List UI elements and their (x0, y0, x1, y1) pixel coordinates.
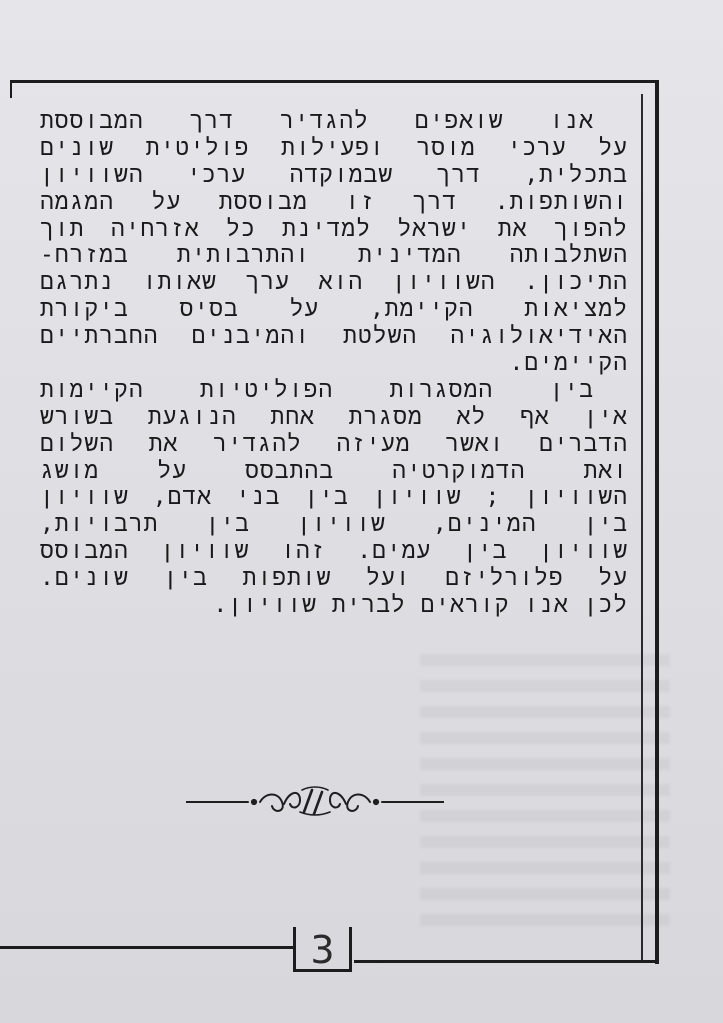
text-line: להפוך את ישראל למדינת כל אזרחיה תוך (40, 215, 628, 242)
frame-bottom-left-rule (0, 946, 293, 949)
text-line: בין המינים, שוויון בין תרבויות, (40, 511, 628, 538)
text-line: בתכלית, דרך שבמוקדה ערכי השוויון (40, 161, 628, 188)
text-line: השתלבותה המדינית והתרבותית במזרח- (40, 242, 628, 269)
text-line: אנו שואפים להגדיר דרך המבוססת (40, 108, 594, 134)
page-number-box (293, 927, 352, 972)
frame-top-rule (10, 80, 658, 83)
text-line: על פלורליזם ועל שותפות בין שונים. (40, 565, 628, 592)
text-line: האידיאולוגיה השלטת והמיבנים החברתיים (40, 323, 628, 350)
text-line: אין אף לא מסגרת אחת הנוגעת בשורש (40, 403, 628, 430)
paragraph-2 (40, 377, 628, 619)
bleed-through-texture (420, 640, 670, 940)
frame-right-rule (655, 80, 659, 964)
text-line: בין המסגרות הפוליטיות הקיימות (40, 376, 594, 403)
text-line: ואת הדמוקרטיה בהתבסס על מושג (40, 457, 628, 484)
text-line: על ערכי מוסר ופעילות פוליטית שונים (40, 134, 628, 161)
paragraph-1 (40, 108, 628, 377)
text-line: למציאות הקיימת, על בסיס ביקורת (40, 296, 628, 323)
body-text (40, 108, 628, 619)
text-line: והשותפות. דרך זו מבוססת על המגמה (40, 188, 628, 215)
frame-right-inner-rule (641, 94, 643, 962)
text-line: לכן אנו קוראים לברית שוויון. (213, 592, 628, 619)
text-line: השוויון ; שוויון בין בני אדם, שוויון (40, 484, 628, 511)
text-line: התיכון. השוויון הוא ערך שאותו נתרגם (40, 269, 628, 296)
page-number: 3 (310, 928, 335, 972)
frame-bottom-right-rule (354, 960, 659, 963)
text-line: שוויון בין עמים. זהו שוויון המבוסס (40, 538, 628, 565)
text-line: הקיימים. (509, 350, 628, 377)
flourish-divider-icon (186, 782, 444, 822)
frame-left-stub (10, 80, 12, 98)
text-line: הדברים ואשר מעיזה להגדיר את השלום (40, 430, 628, 457)
